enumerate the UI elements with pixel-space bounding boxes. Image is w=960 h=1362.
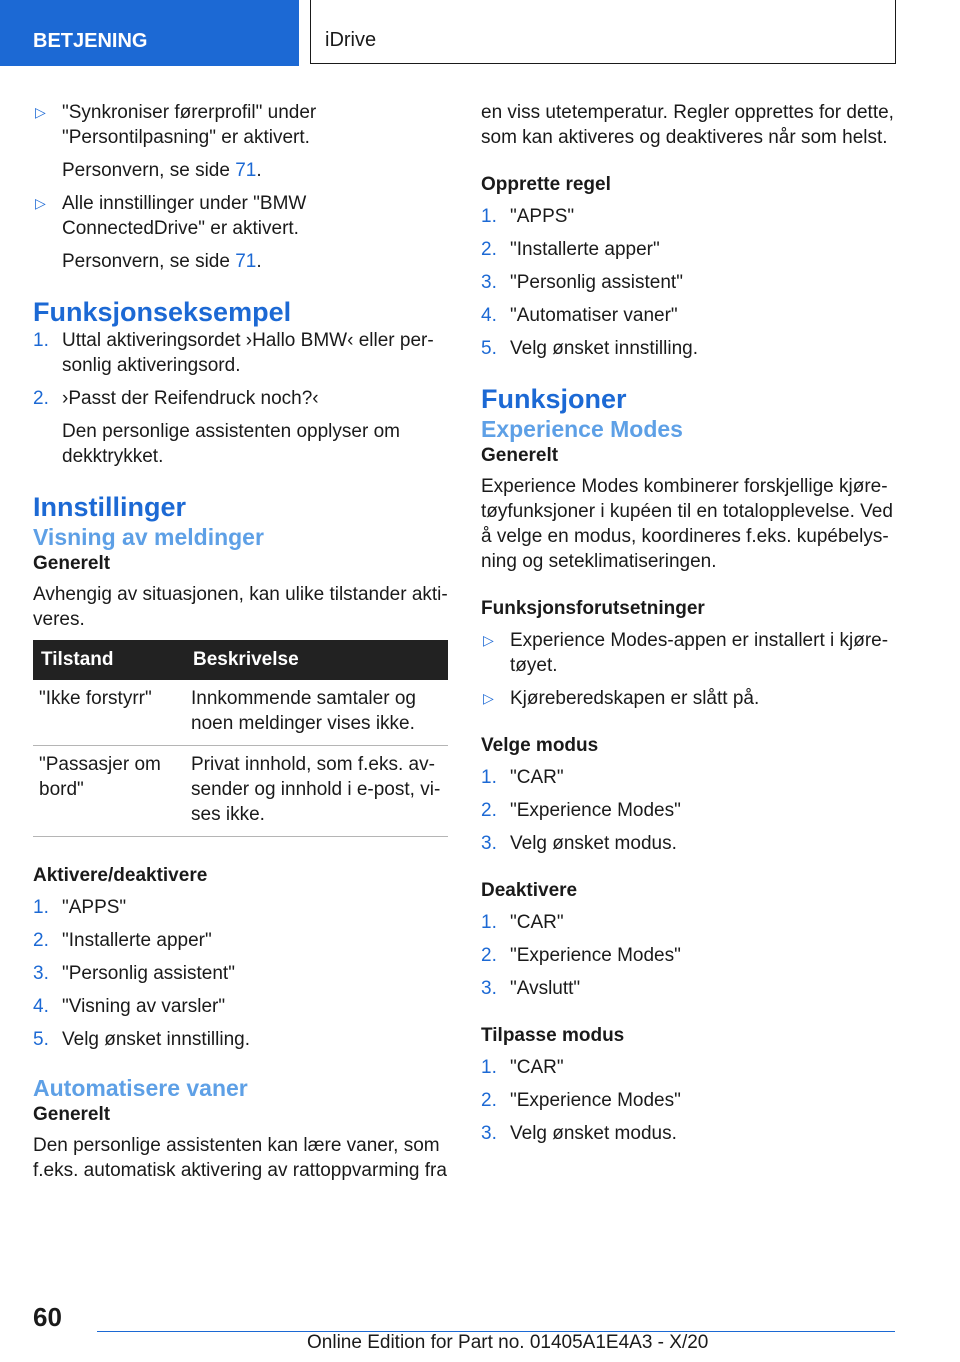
list-item	[481, 943, 896, 968]
step-text: "Installerte apper"	[62, 930, 212, 951]
body-text: Avhengig av situasjonen, kan ulike tilstander aktiveres.	[33, 584, 448, 630]
step-text: "Personlig assistent"	[62, 963, 235, 984]
list-item	[481, 270, 896, 295]
minor-heading: Tilpasse modus	[481, 1025, 625, 1046]
triangle-bullet-icon: ▷	[35, 104, 46, 120]
section-heading: Funksjonseksempel	[33, 297, 292, 327]
step-number: 4.	[481, 305, 497, 326]
step-number: 5.	[33, 1029, 49, 1050]
step-text: "CAR"	[510, 1057, 564, 1078]
step-number: 1.	[481, 1057, 497, 1078]
list-item	[33, 895, 448, 920]
step-number: 2.	[33, 388, 49, 409]
step-number: 1.	[481, 767, 497, 788]
list-item	[481, 1088, 896, 1113]
step-number: 2.	[481, 945, 497, 966]
body-text: Experience Modes kombinerer forskjellige kjøretøyfunksjoner i kupéen til en totalopplevelse. Ved å velge en modus, koordineres f.eks. kupébelysning og seteklimatiseringen.	[481, 476, 893, 572]
list-item	[33, 961, 448, 986]
page-number: 60	[33, 1302, 62, 1332]
bullet-text: Alle innstillinger under "BMW ConnectedDrive" er aktivert.	[62, 193, 307, 239]
bullet-text: Kjøreberedskapen er slått på.	[510, 688, 760, 709]
cross-reference: Personvern, se side 71.	[62, 251, 262, 272]
step-text: ›Passt der Reifendruck noch?‹	[62, 388, 319, 409]
step-text: "APPS"	[510, 206, 575, 227]
list-item	[481, 765, 896, 790]
left-column	[33, 100, 448, 1183]
chapter-title: iDrive	[310, 0, 896, 64]
step-text: Velg ønsket modus.	[510, 833, 677, 854]
section-tab: BETJENING	[0, 0, 299, 66]
minor-heading: Opprette regel	[481, 174, 611, 195]
triangle-bullet-icon: ▷	[35, 195, 46, 211]
column-header: Beskrivelse	[185, 640, 448, 680]
footer-edition: Online Edition for Part no. 01405A1E4A3 - X/20	[307, 1332, 709, 1353]
table-cell: "Passasjer om bord"	[33, 746, 185, 837]
body-text: Den personlige assistenten kan lære vaner, som f.eks. automatisk aktivering av rattoppvarming fra	[33, 1135, 447, 1181]
right-column	[481, 100, 896, 1146]
table-header-row	[33, 640, 448, 680]
step-text: "Personlig assistent"	[510, 272, 683, 293]
step-number: 1.	[33, 897, 49, 918]
list-item	[481, 798, 896, 823]
section-heading: Innstillinger	[33, 492, 187, 522]
step-text: Velg ønsket innstilling.	[62, 1029, 250, 1050]
step-number: 1.	[481, 912, 497, 933]
list-item	[33, 328, 448, 378]
step-text: "Experience Modes"	[510, 945, 681, 966]
minor-heading: Funksjonsforutsetninger	[481, 598, 705, 619]
section-heading: Funksjoner	[481, 384, 627, 414]
step-text: "Experience Modes"	[510, 1090, 681, 1111]
ref-text: Personvern, se side	[62, 160, 236, 181]
minor-heading: Aktivere/deaktivere	[33, 865, 208, 886]
triangle-bullet-icon: ▷	[483, 632, 494, 648]
list-item	[481, 628, 896, 678]
list-item	[481, 1055, 896, 1080]
step-number: 5.	[481, 338, 497, 359]
list-item	[33, 191, 448, 241]
list-item	[481, 336, 896, 361]
step-text: Uttal aktiveringsordet ›Hallo BMW‹ eller personlig aktiveringsord.	[62, 330, 434, 376]
step-number: 3.	[33, 963, 49, 984]
list-item	[33, 1027, 448, 1052]
step-number: 2.	[481, 800, 497, 821]
page-link[interactable]: 71	[235, 251, 257, 272]
step-number: 4.	[33, 996, 49, 1017]
step-subtext: Den personlige assistenten opplyser om dekktrykket.	[62, 421, 400, 467]
ref-text: Personvern, se side	[62, 251, 236, 272]
bullet-text: Experience Modes-appen er installert i kjøretøyet.	[510, 630, 889, 676]
list-item	[33, 994, 448, 1019]
step-text: "Visning av varsler"	[62, 996, 226, 1017]
table-cell: "Ikke forstyrr"	[33, 680, 185, 746]
step-number: 3.	[481, 833, 497, 854]
step-number: 3.	[481, 1123, 497, 1144]
step-number: 2.	[481, 239, 497, 260]
body-text: en viss utetemperatur. Regler opprettes for dette, som kan aktiveres og deaktiveres når som helst.	[481, 102, 894, 148]
step-text: "APPS"	[62, 897, 127, 918]
list-item	[33, 100, 448, 150]
step-text: Velg ønsket modus.	[510, 1123, 677, 1144]
step-number: 1.	[481, 206, 497, 227]
step-text: "Installerte apper"	[510, 239, 660, 260]
list-item	[481, 303, 896, 328]
table-row	[33, 680, 448, 746]
step-text: Velg ønsket innstilling.	[510, 338, 698, 359]
list-item	[481, 686, 896, 711]
step-number: 2.	[33, 930, 49, 951]
list-item	[481, 237, 896, 262]
list-item	[481, 910, 896, 935]
minor-heading: Deaktivere	[481, 880, 578, 901]
step-number: 3.	[481, 978, 497, 999]
step-text: "Automatiser vaner"	[510, 305, 678, 326]
minor-heading: Velge modus	[481, 735, 599, 756]
step-note	[33, 419, 448, 469]
page-link[interactable]: 71	[235, 160, 257, 181]
list-item	[481, 1121, 896, 1146]
page-header	[0, 0, 960, 66]
subsection-heading: Visning av meldinger	[33, 524, 264, 550]
bullet-text: "Synkroniser førerprofil" under "Persontilpasning" er aktivert.	[62, 102, 317, 148]
triangle-bullet-icon: ▷	[483, 690, 494, 706]
step-text: "Avslutt"	[510, 978, 581, 999]
table-cell: Innkommende samtaler og noen meldinger vises ikke.	[185, 680, 448, 746]
table-row	[33, 746, 448, 837]
minor-heading: Generelt	[33, 1104, 111, 1125]
cross-reference: Personvern, se side 71.	[62, 160, 262, 181]
list-item	[481, 976, 896, 1001]
minor-heading: Generelt	[481, 445, 559, 466]
step-text: "CAR"	[510, 912, 564, 933]
list-item	[481, 204, 896, 229]
list-item	[33, 928, 448, 953]
list-item	[481, 831, 896, 856]
states-table	[33, 640, 448, 837]
step-text: "CAR"	[510, 767, 564, 788]
step-text: "Experience Modes"	[510, 800, 681, 821]
subsection-heading: Automatisere vaner	[33, 1075, 248, 1101]
column-header: Tilstand	[33, 640, 185, 680]
table-cell: Privat innhold, som f.eks. avsender og innhold i e-post, vises ikke.	[185, 746, 448, 837]
step-number: 2.	[481, 1090, 497, 1111]
list-item	[33, 386, 448, 411]
subsection-heading: Experience Modes	[481, 416, 683, 442]
minor-heading: Generelt	[33, 553, 111, 574]
step-number: 3.	[481, 272, 497, 293]
step-number: 1.	[33, 330, 49, 351]
